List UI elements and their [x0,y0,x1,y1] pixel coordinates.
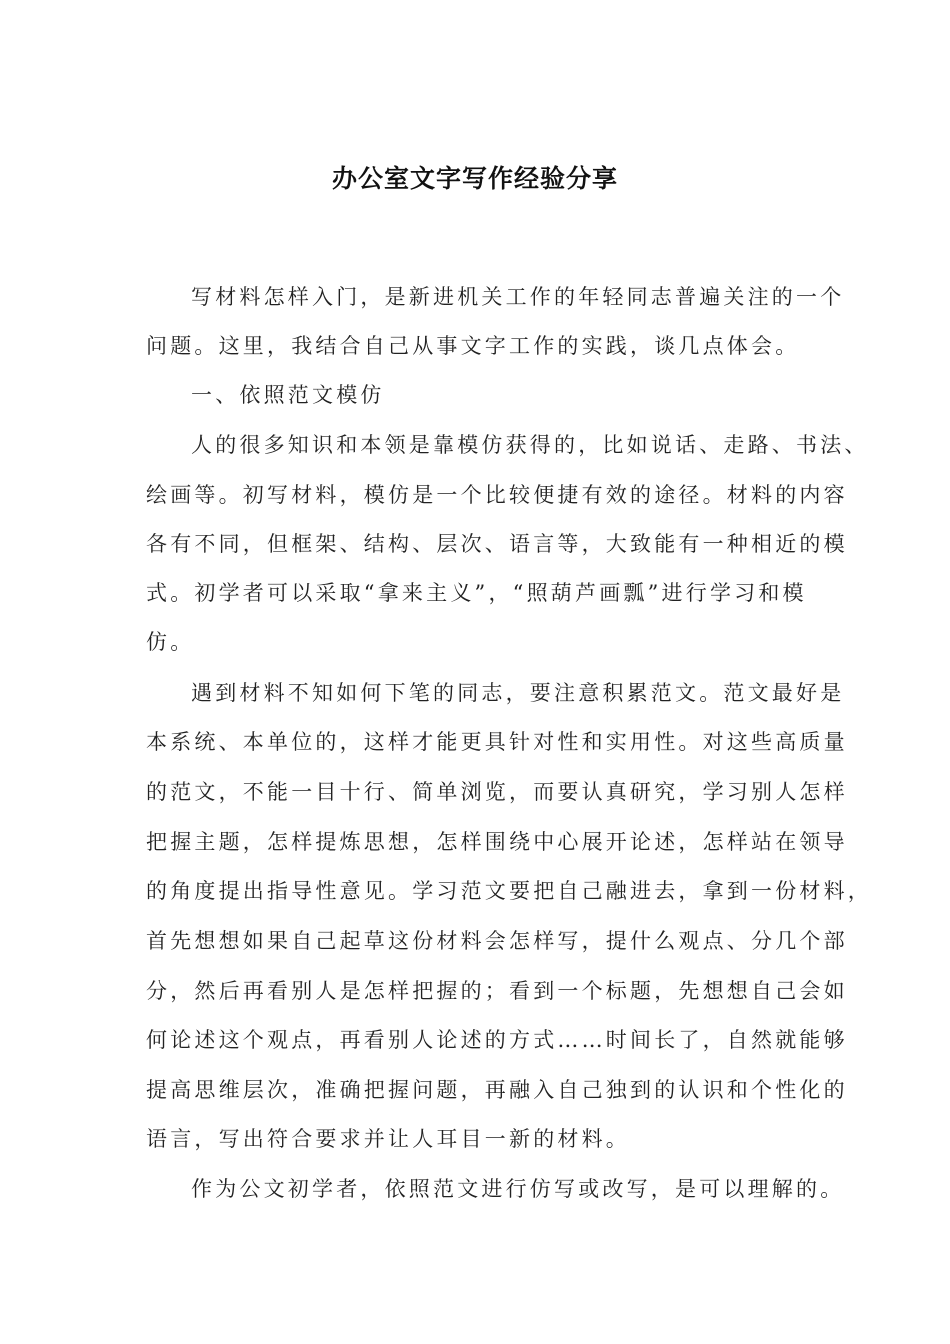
section-heading: 一、依照范文模仿 [191,383,385,407]
paragraph-line: 问题。这里，我结合自己从事文字工作的实践，谈几点体会。 [146,334,800,358]
paragraph-line: 何论述这个观点，再看别人论述的方式……时间长了，自然就能够 [146,1028,848,1052]
paragraph-line: 提高思维层次，准确把握问题，再融入自己独到的认识和个性化的 [146,1078,848,1102]
document-title: 办公室文字写作经验分享 [331,164,618,193]
paragraph-line: 的范文，不能一目十行、简单浏览，而要认真研究，学习别人怎样 [146,780,848,804]
paragraph-line: 首先想想如果自己起草这份材料会怎样写，提什么观点、分几个部 [146,929,848,953]
paragraph-line: 写材料怎样入门，是新进机关工作的年轻同志普遍关注的一个 [191,285,845,309]
paragraph-line: 语言，写出符合要求并让人耳目一新的材料。 [146,1127,630,1151]
paragraph-line: 仿。 [146,630,195,654]
paragraph-line: 式。初学者可以采取“拿来主义”，“照葫芦画瓢”进行学习和模 [146,581,807,605]
paragraph-line: 把握主题，怎样提炼思想，怎样围绕中心展开论述，怎样站在领导 [146,830,848,854]
paragraph-line: 的角度提出指导性意见。学习范文要把自己融进去，拿到一份材料， [146,879,872,903]
paragraph-line: 本系统、本单位的，这样才能更具针对性和实用性。对这些高质量 [146,730,848,754]
paragraph-line: 作为公文初学者，依照范文进行仿写或改写，是可以理解的。 [191,1177,845,1201]
paragraph-line: 分，然后再看别人是怎样把握的；看到一个标题，先想想自己会如 [146,979,848,1003]
paragraph-line: 各有不同，但框架、结构、层次、语言等，大致能有一种相近的模 [146,532,848,556]
paragraph-line: 人的很多知识和本领是靠模仿获得的，比如说话、走路、书法、 [191,433,869,457]
paragraph-line: 绘画等。初写材料，模仿是一个比较便捷有效的途径。材料的内容 [146,483,848,507]
paragraph-line: 遇到材料不知如何下笔的同志，要注意积累范文。范文最好是 [191,681,845,705]
